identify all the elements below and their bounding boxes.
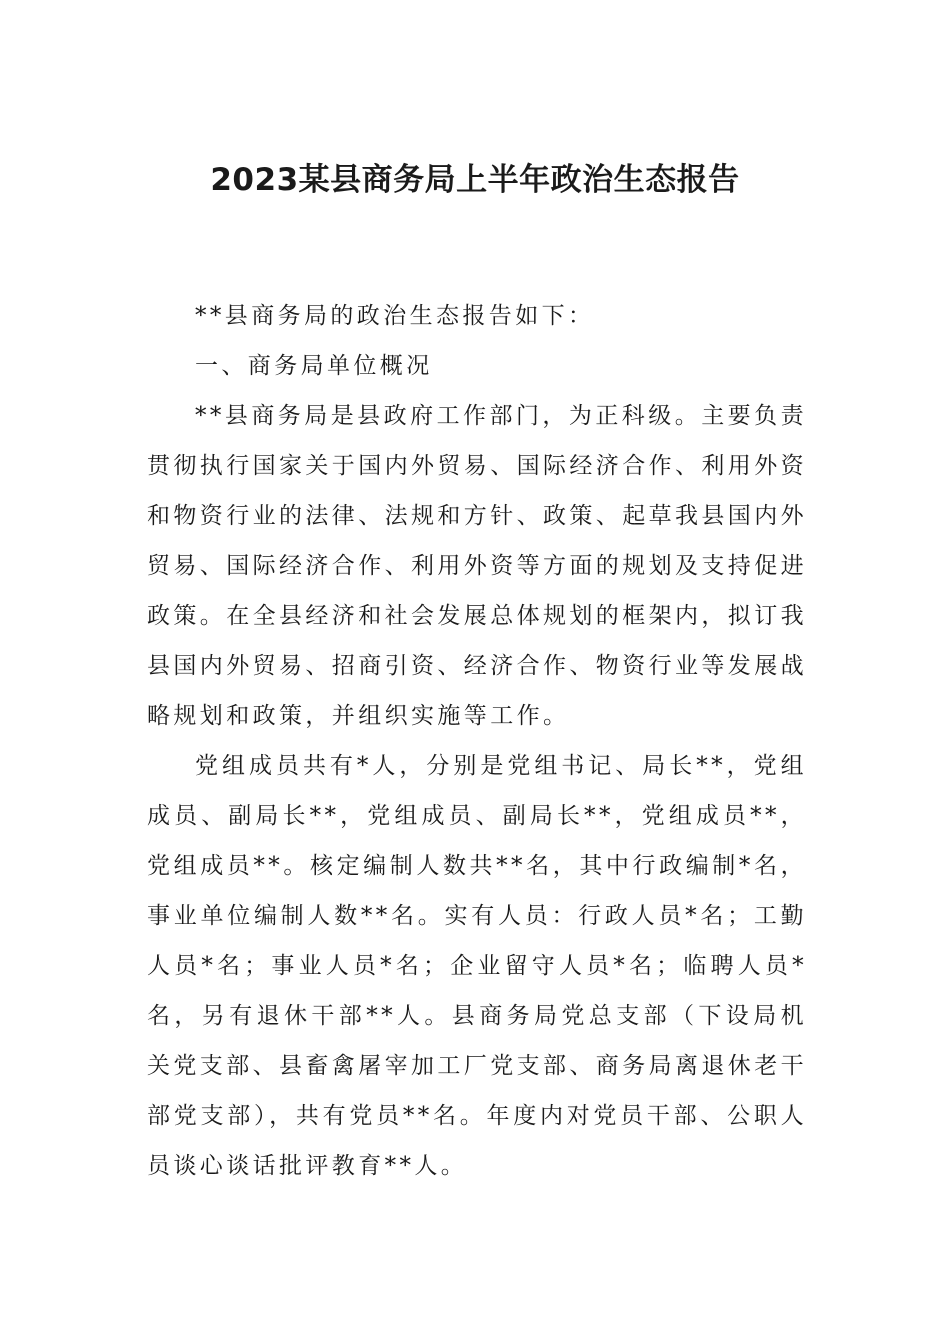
staffing-paragraph: 党组成员共有*人，分别是党组书记、局长**，党组成员、副局长**，党组成员、副局长**，党组成员**，党组成员**。核定编制人数共**名，其中行政编制*名，事业单位编制人数**名。实有人员：行政人员*名；工勤人员*名；事业人员*名；企业留守人员*名；临聘人员*名，另有退休干部**人。县商务局党总支部（下设局机关党支部、县畜禽屠宰加工厂党支部、商务局离退休老干部党支部），共有党员**名。年度内对党员干部、公职人员谈心谈话批评教育**人。 — [147, 753, 807, 1179]
intro-paragraph: **县商务局的政治生态报告如下： — [195, 303, 595, 329]
document-body — [147, 291, 807, 1191]
document-title: 2023某县商务局上半年政治生态报告 — [210, 162, 740, 198]
section-heading: 一、商务局单位概况 — [195, 353, 433, 379]
overview-paragraph: **县商务局是县政府工作部门，为正科级。主要负责贯彻执行国家关于国内外贸易、国际经济合作、利用外资和物资行业的法律、法规和方针、政策、起草我县国内外贸易、国际经济合作、利用外资等方面的规划及支持促进政策。在全县经济和社会发展总体规划的框架内，拟订我县国内外贸易、招商引资、经济合作、物资行业等发展战略规划和政策，并组织实施等工作。 — [147, 403, 807, 729]
